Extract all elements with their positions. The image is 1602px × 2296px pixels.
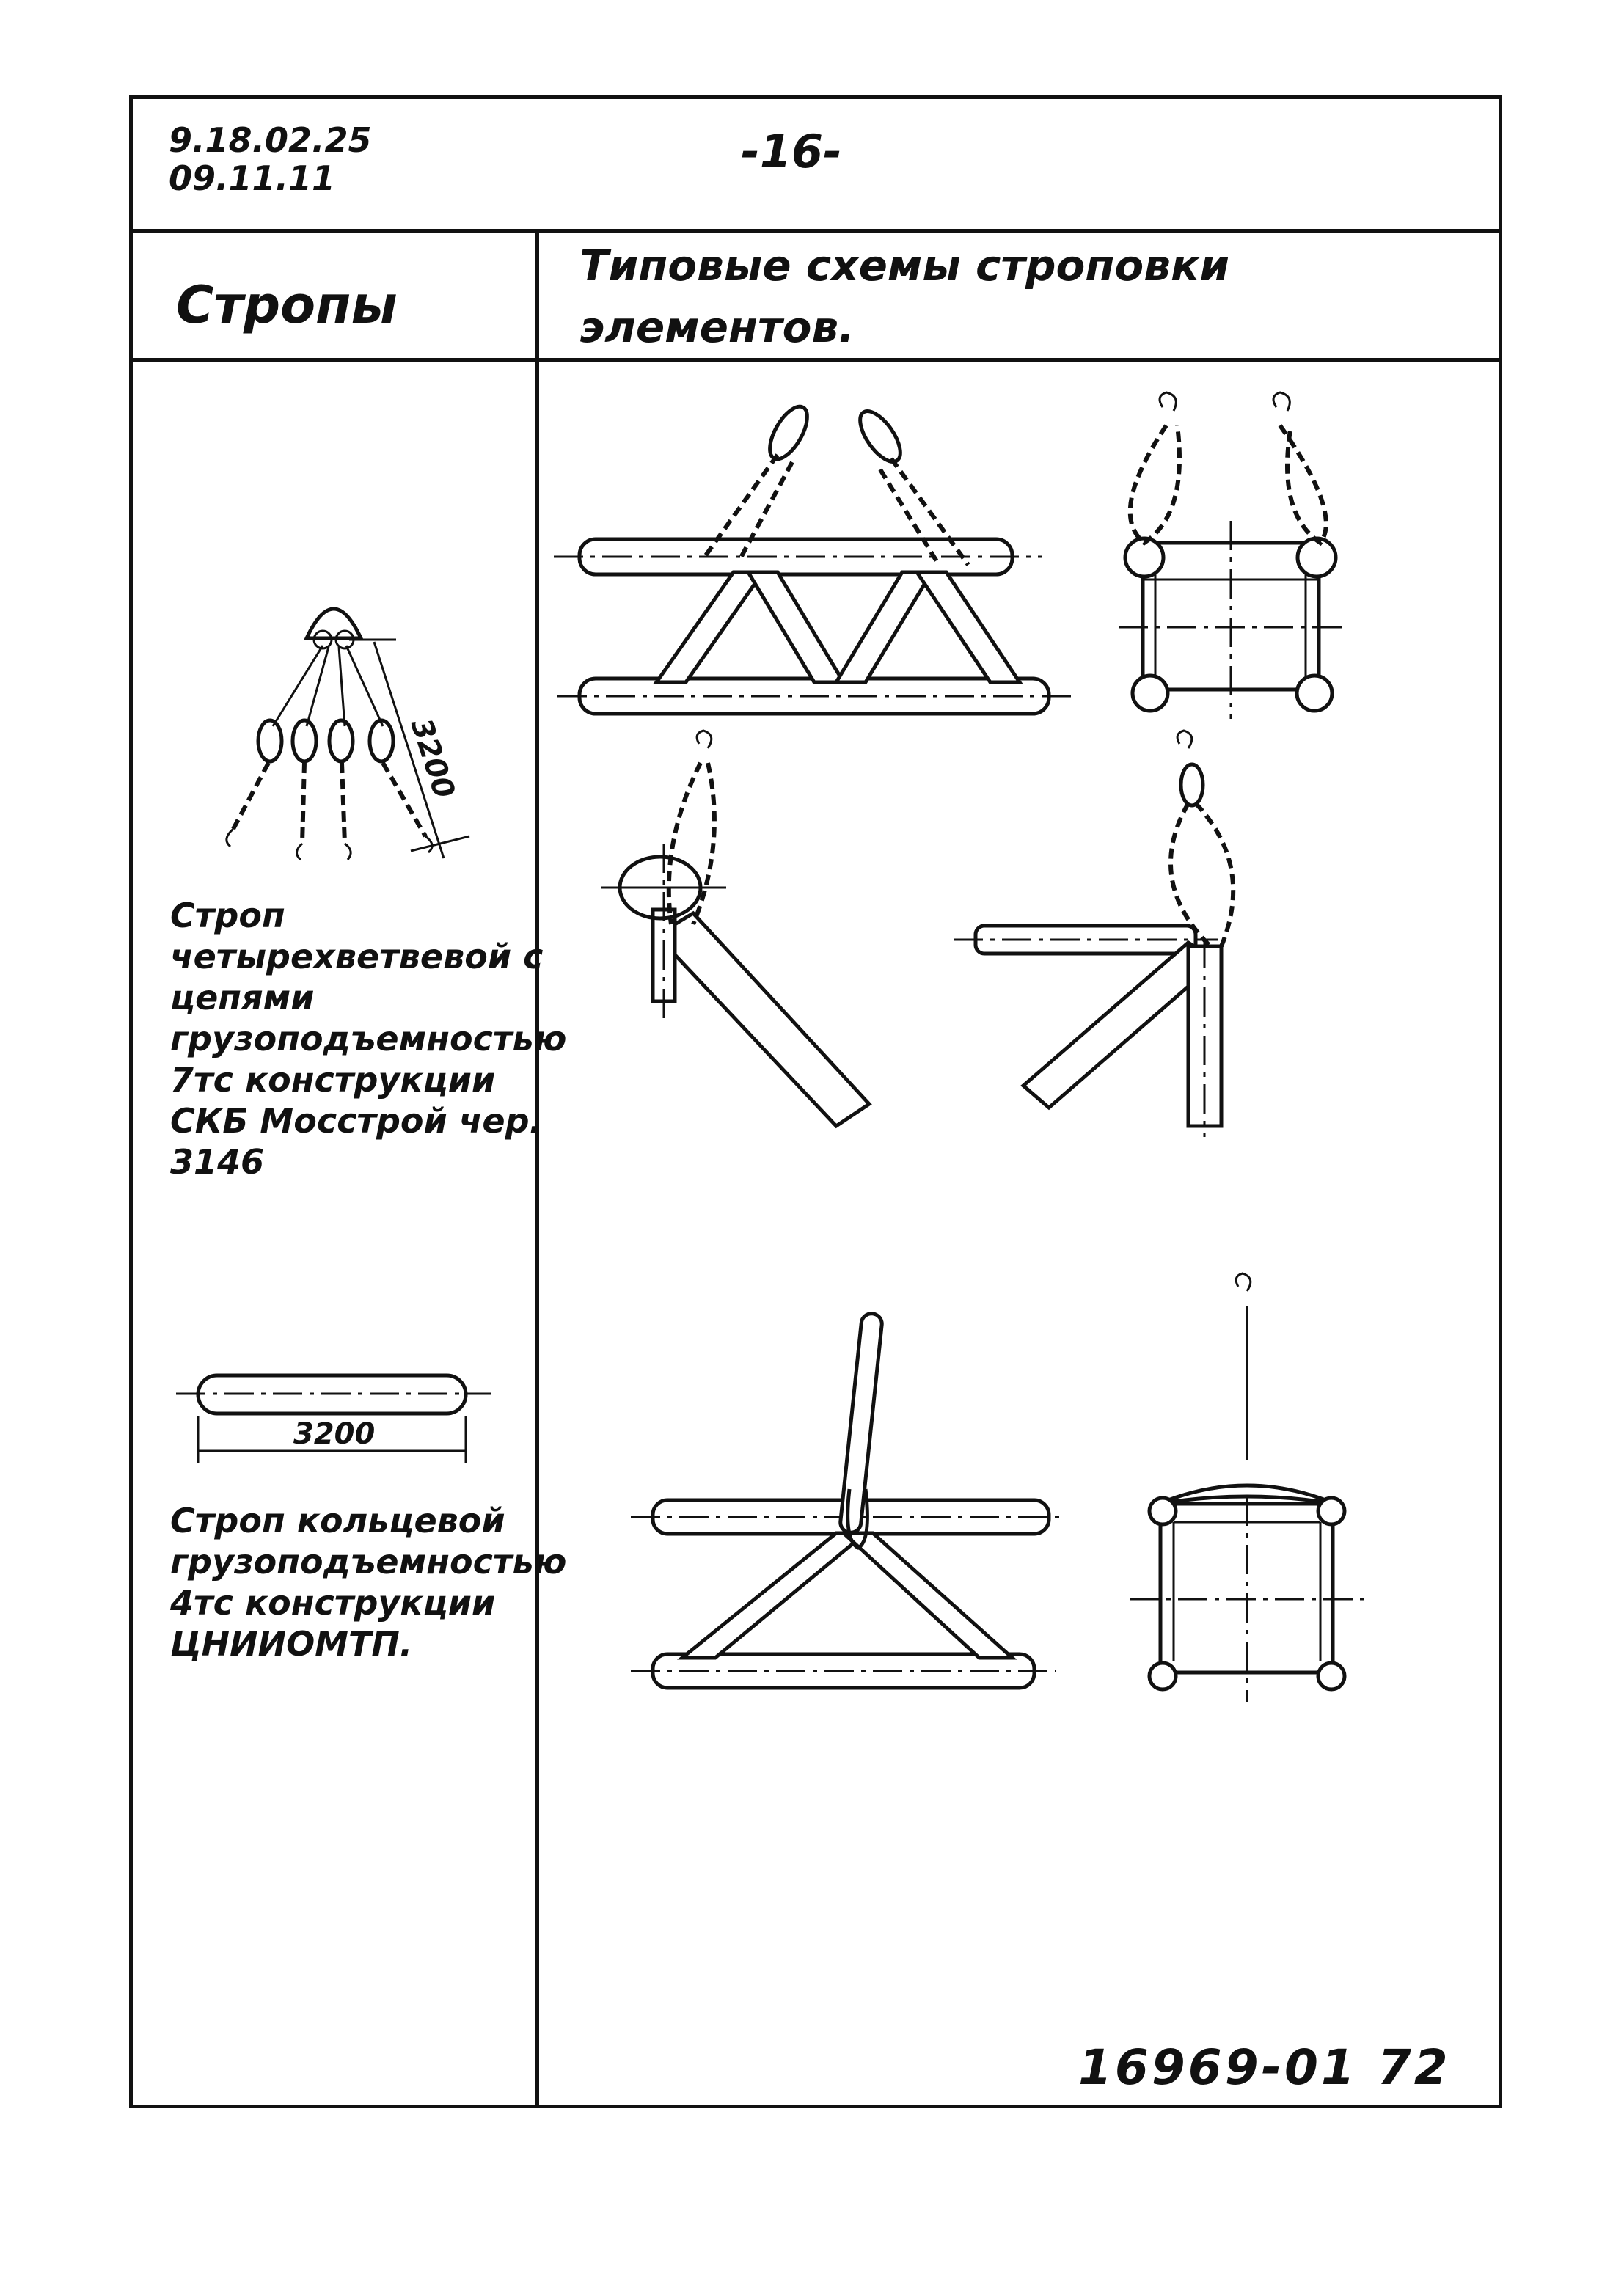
code-line-2: 09.11.11 [169,158,335,198]
ring-sling-caption: Строп кольцевой грузоподъемностью 4тс конструкции ЦНИИОМТП. [170,1501,567,1664]
document-number: 16969-01 72 [1078,2039,1451,2096]
block-ring-sling-lift [1130,1273,1364,1702]
truss-chain-lift [554,401,1071,714]
four-branch-sling-figure [227,609,469,860]
page-title: Типовые схемы строповки элементов. [579,241,1229,352]
sling-ring-top [307,609,361,638]
code-line-1: 9.18.02.25 [169,120,372,160]
corner-element-lift [954,731,1233,1137]
truss-ring-sling-lift [631,1312,1064,1688]
ring-sling-figure [176,1375,491,1463]
four-branch-dimension: 3200 [403,714,461,802]
ring-sling-dimension: 3200 [293,1417,376,1451]
four-branch-sling-caption: Строп четырехветвевой с цепями грузоподъемностью 7тс конструкции СКБ Мосстрой чер. 3146 [170,896,567,1182]
block-chain-lift [1119,392,1346,719]
page-number: -16- [741,125,842,178]
section-label: Стропы [176,275,398,335]
inclined-element-lift [601,731,869,1126]
